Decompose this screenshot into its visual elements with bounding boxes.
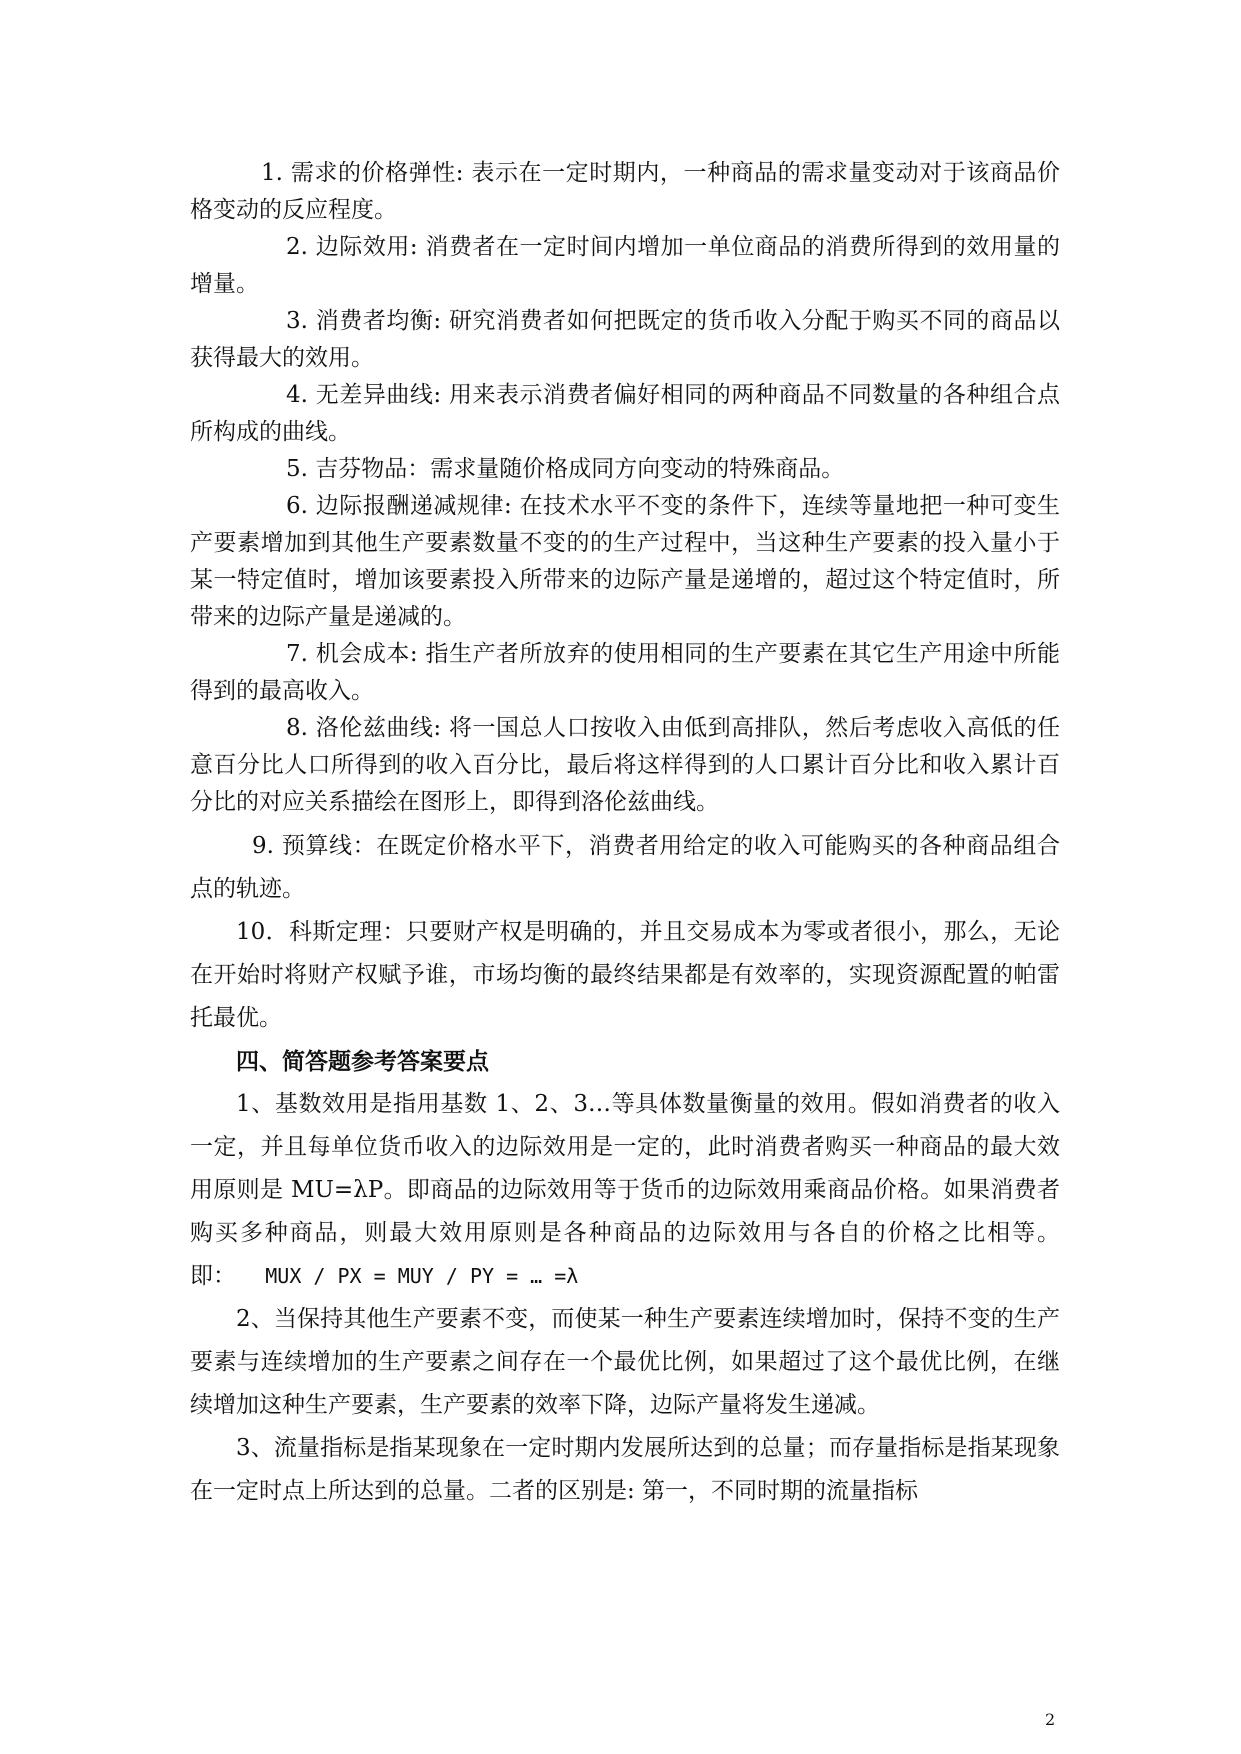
definition-3: 3. 消费者均衡: 研究消费者如何把既定的货币收入分配于购买不同的商品以获得最大的效用。 xyxy=(190,308,1060,371)
definition-9: 9. 预算线：在既定价格水平下，消费者用给定的收入可能购买的各种商品组合点的轨迹。 xyxy=(190,833,1060,902)
section-heading: 四、简答题参考答案要点 xyxy=(236,1048,489,1075)
answer-1 xyxy=(190,1083,1060,1298)
answer-2: 2、当保持其他生产要素不变，而使某一种生产要素连续增加时，保持不变的生产要素与连续增加的生产要素之间存在一个最优比例，如果超过了这个最优比例，在继续增加这种生产要素，生产要素的效率下降，边际产量将发生递减。 xyxy=(190,1306,1060,1418)
definition-4: 4. 无差异曲线: 用来表示消费者偏好相同的两种商品不同数量的各种组合点所构成的曲线。 xyxy=(190,382,1060,445)
definition-10: 10．科斯定理：只要财产权是明确的，并且交易成本为零或者很小，那么，无论在开始时将财产权赋予谁，市场均衡的最终结果都是有效率的，实现资源配置的帕雷托最优。 xyxy=(190,919,1060,1031)
definition-6: 6. 边际报酬递减规律: 在技术水平不变的条件下，连续等量地把一种可变生产要素增加到其他生产要素数量不变的的生产过程中，当这种生产要素的投入量小于某一特定值时，增加该要素投入所带来的边际产量是递增的，超过这个特定值时，所带来的边际产量是递减的。 xyxy=(190,493,1060,630)
definition-7: 7. 机会成本: 指生产者所放弃的使用相同的生产要素在其它生产用途中所能得到的最高收入。 xyxy=(190,641,1060,704)
answer-3: 3、流量指标是指某现象在一定时期内发展所达到的总量；而存量指标是指某现象在一定时点上所达到的总量。二者的区别是: 第一，不同时期的流量指标 xyxy=(190,1435,1060,1504)
definition-8: 8. 洛伦兹曲线: 将一国总人口按收入由低到高排队，然后考虑收入高低的任意百分比人口所得到的收入百分比，最后将这样得到的人口累计百分比和收入累计百分比的对应关系描绘在图形上，即得到洛伦兹曲线。 xyxy=(190,715,1060,815)
answer-1-text: 1、基数效用是指用基数 1、2、3…等具体数量衡量的效用。假如消费者的收入一定，并且每单位货币收入的边际效用是一定的，此时消费者购买一种商品的最大效用原则是 MU=λP。即商品的边际效用等于货币的边际效用乘商品价格。如果消费者购买多种商品，则最大效用原则是各种商品的边际效用与各自的价格之比相等。即： xyxy=(190,1091,1060,1289)
definition-1: 1. 需求的价格弹性: 表示在一定时期内，一种商品的需求量变动对于该商品价格变动的反应程度。 xyxy=(190,160,1060,223)
page-number: 2 xyxy=(1045,1710,1056,1729)
definition-2: 2. 边际效用: 消费者在一定时间内增加一单位商品的消费所得到的效用量的增量。 xyxy=(190,234,1060,297)
answer-1-formula: MUX / PX = MUY / PY = … =λ xyxy=(265,1264,579,1288)
second-section xyxy=(190,825,1060,1513)
page-body xyxy=(190,155,1060,1513)
definition-5: 5. 吉芬物品：需求量随价格成同方向变动的特殊商品。 xyxy=(286,456,845,482)
